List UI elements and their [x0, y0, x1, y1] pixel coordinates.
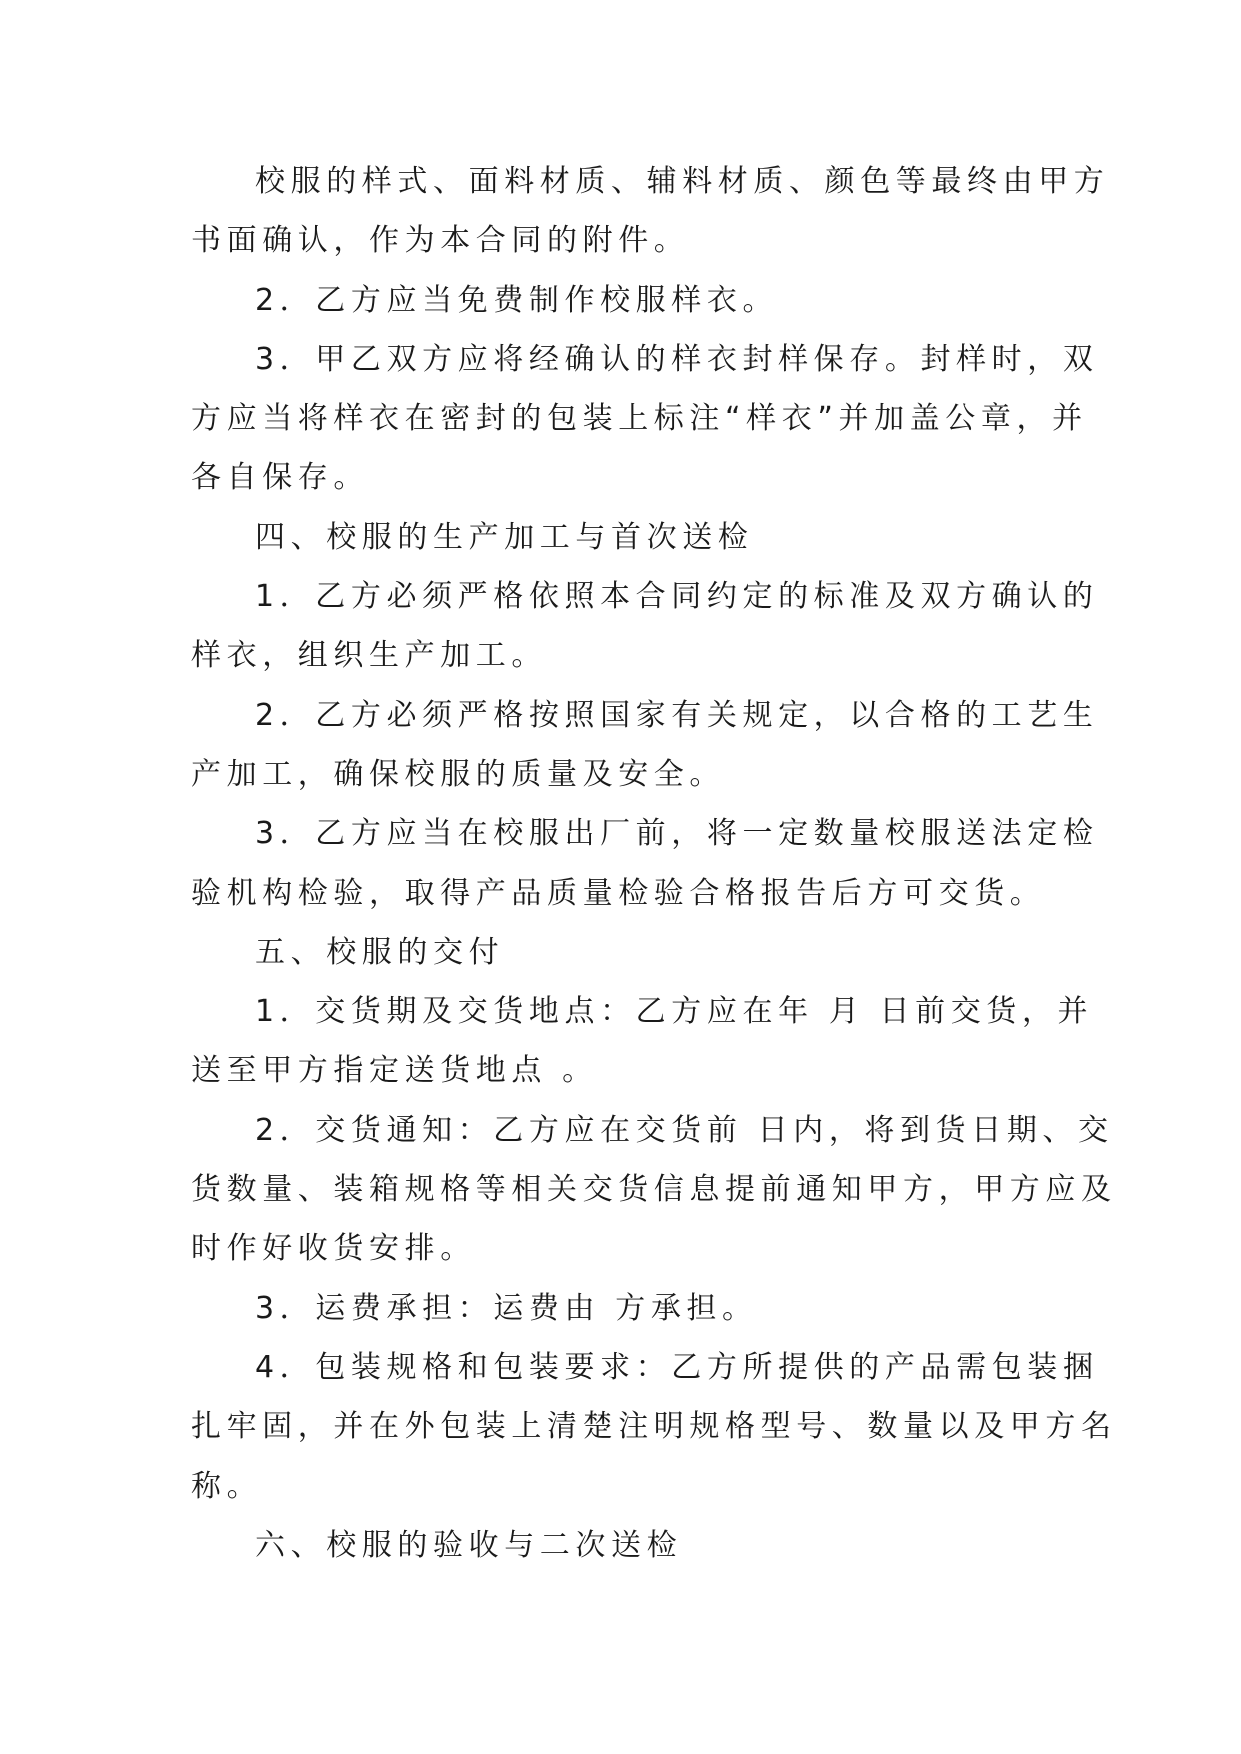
document-line: 2．乙方应当免费制作校服样衣。	[255, 282, 779, 318]
document-line: 3．乙方应当在校服出厂前，将一定数量校服送法定检	[255, 816, 1099, 852]
document-line: 书面确认，作为本合同的附件。	[191, 223, 690, 259]
document-body	[191, 152, 1117, 1575]
document-line: 时作好收货安排。	[191, 1231, 476, 1267]
document-line: 1．交货期及交货地点：乙方应在年 月 日前交货，并	[255, 994, 1094, 1030]
document-line: 1．乙方必须严格依照本合同约定的标准及双方确认的	[255, 579, 1099, 615]
document-line: 4．包装规格和包装要求：乙方所提供的产品需包装捆	[255, 1349, 1099, 1385]
document-line: 送至甲方指定送货地点 。	[191, 1053, 598, 1089]
document-line: 各自保存。	[191, 460, 369, 496]
document-line: 扎牢固，并在外包装上清楚注明规格型号、数量以及甲方名	[191, 1409, 1117, 1445]
document-line: 2．乙方必须严格按照国家有关规定，以合格的工艺生	[255, 697, 1099, 733]
document-line: 样衣，组织生产加工。	[191, 638, 547, 674]
document-line: 2．交货通知：乙方应在交货前 日内，将到货日期、交	[255, 1112, 1114, 1148]
document-line: 产加工，确保校服的质量及安全。	[191, 756, 725, 792]
document-line: 3．甲乙双方应将经确认的样衣封样保存。封样时，双	[255, 341, 1099, 377]
document-line: 验机构检验，取得产品质量检验合格报告后方可交货。	[191, 875, 1046, 911]
document-line: 方应当将样衣在密封的包装上标注“样衣”并加盖公章，并	[191, 401, 1088, 437]
document-line: 货数量、装箱规格等相关交货信息提前通知甲方，甲方应及	[191, 1172, 1117, 1208]
document-line: 3．运费承担：运费由 方承担。	[255, 1290, 758, 1326]
document-line: 四、校服的生产加工与首次送检	[255, 519, 754, 555]
document-line: 六、校服的验收与二次送检	[255, 1527, 683, 1563]
document-line: 称。	[191, 1468, 263, 1504]
document-line: 校服的样式、面料材质、辅料材质、颜色等最终由甲方	[255, 164, 1110, 199]
document-line: 五、校服的交付	[255, 934, 505, 970]
